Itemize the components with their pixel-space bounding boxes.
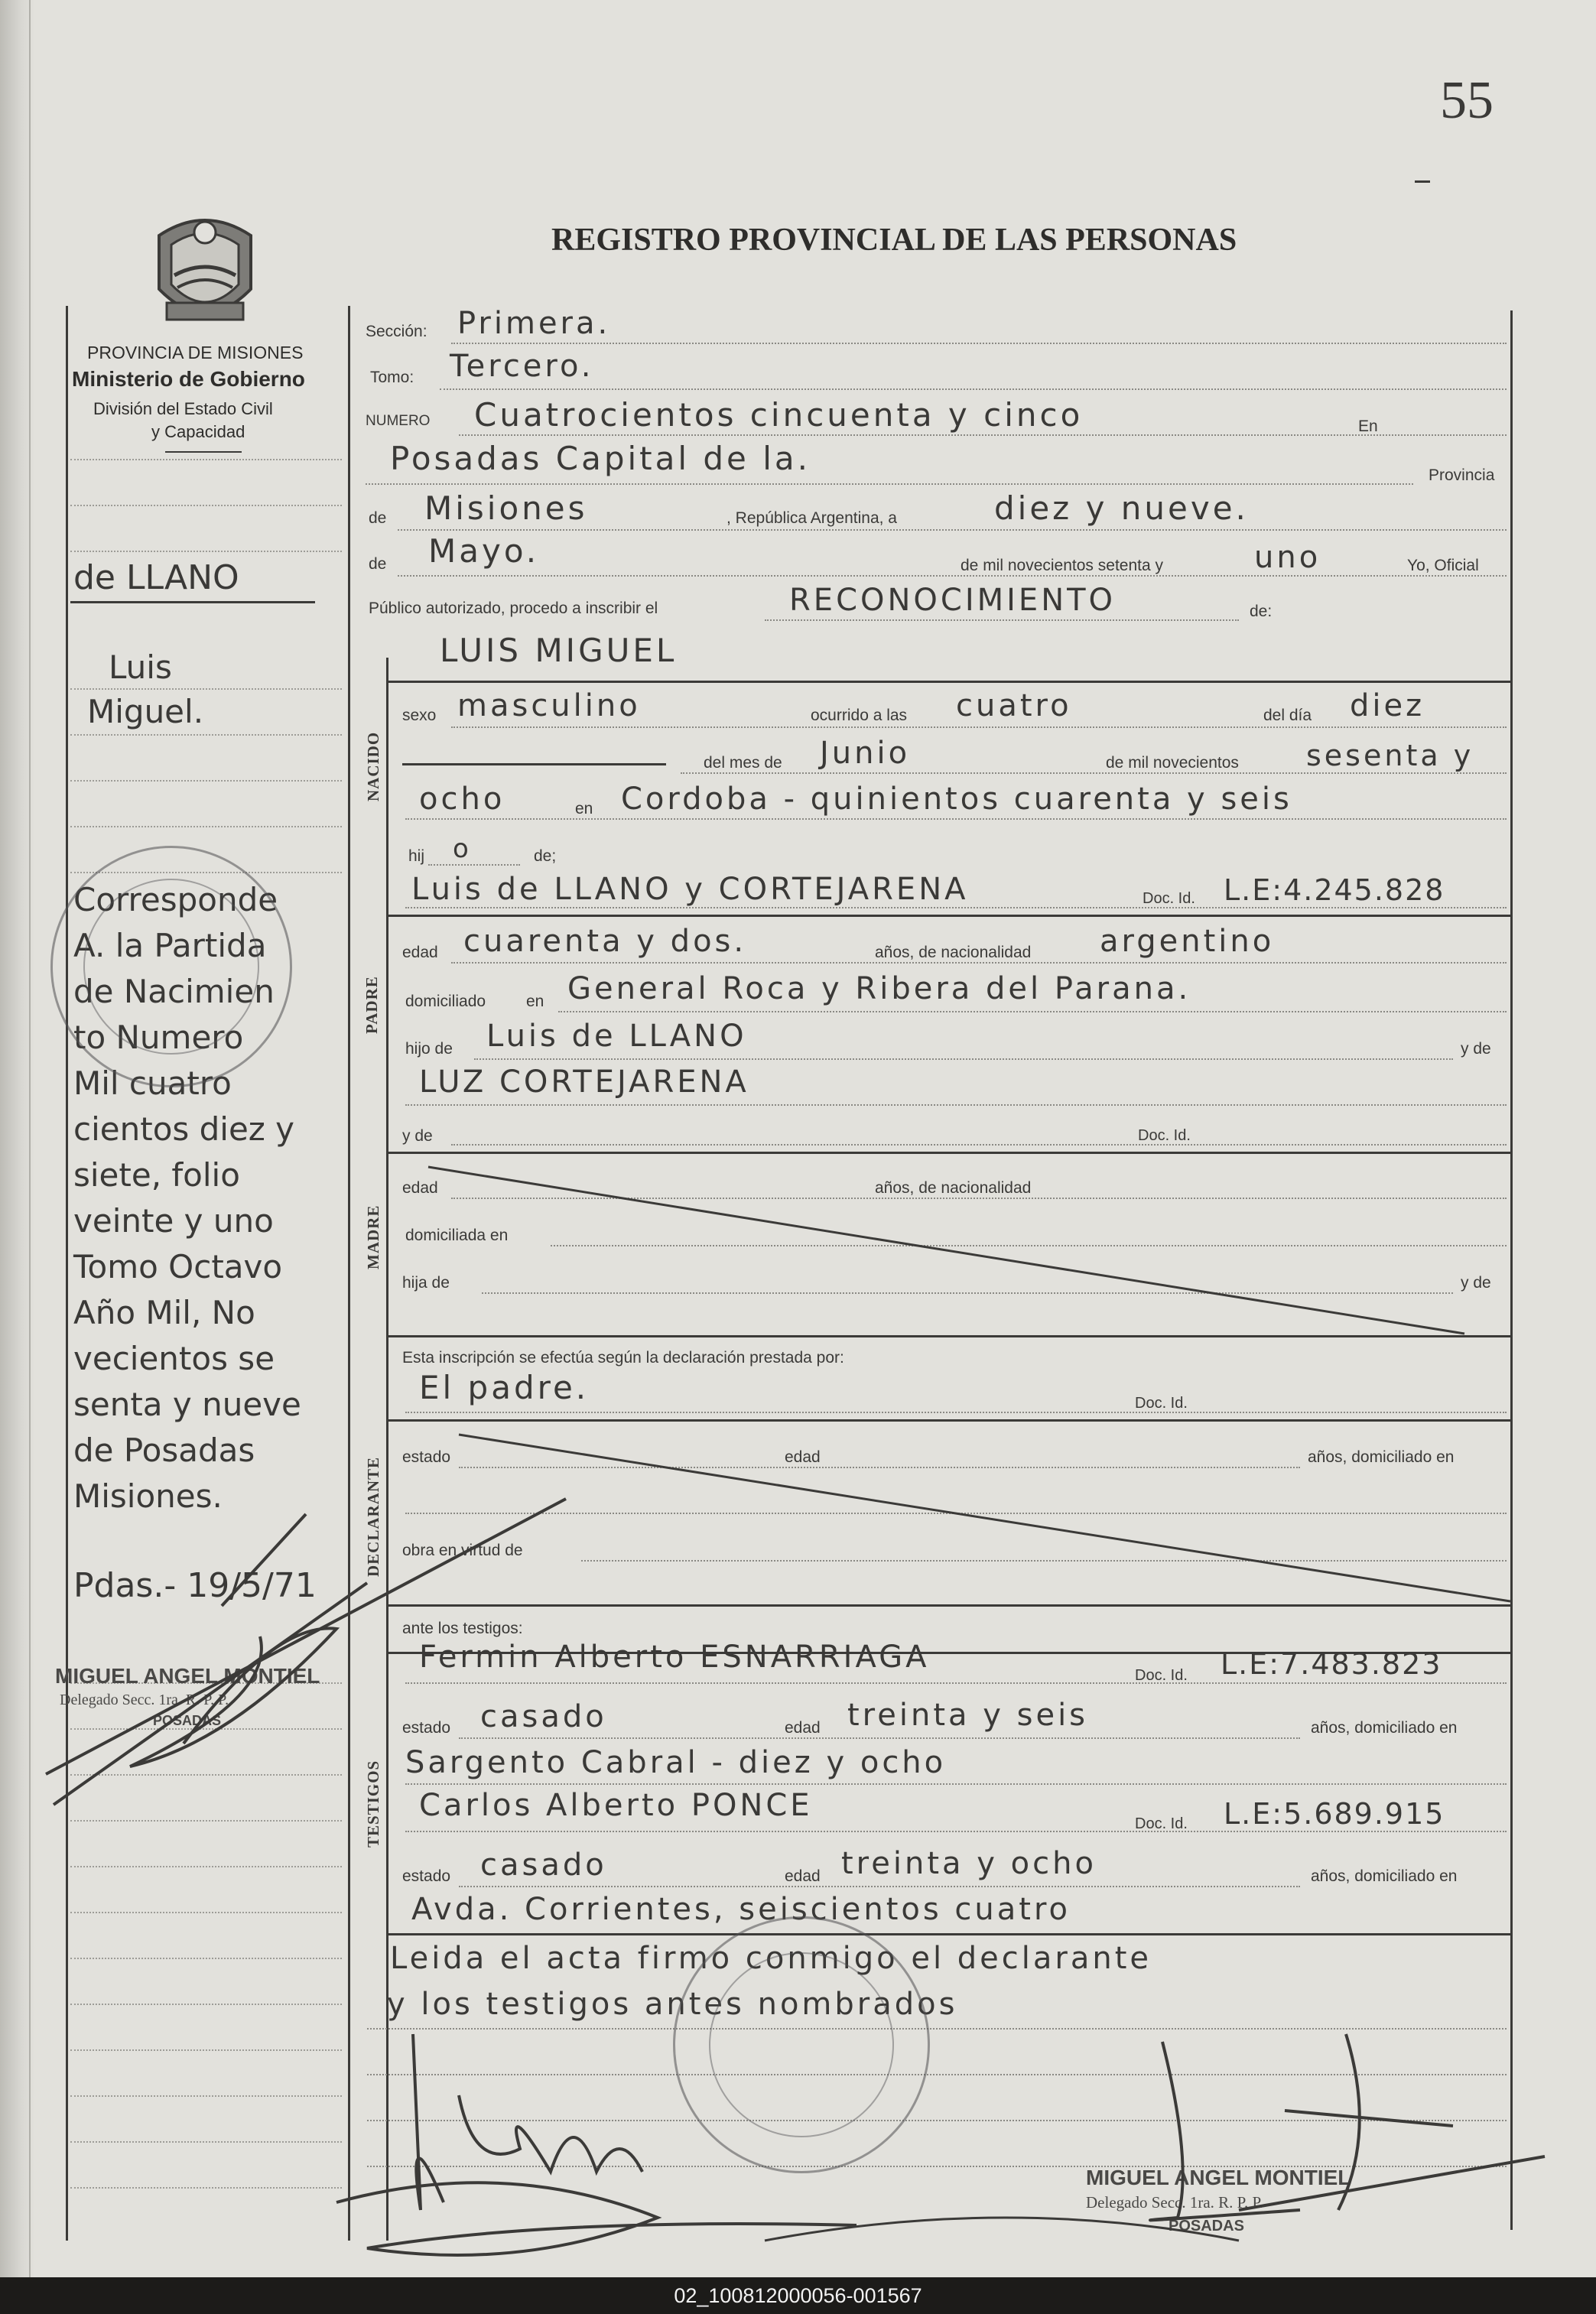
field-hij-suffix: o xyxy=(453,834,472,864)
label-domiciliada: domiciliada en xyxy=(405,1227,509,1244)
official-stamp-title-2: Delegado Secc. 1ra. R. P. P. xyxy=(1086,2193,1264,2212)
line-seccion xyxy=(451,343,1507,344)
margin-nota-line: senta y nueve xyxy=(73,1386,301,1423)
line-testigo2 xyxy=(405,1831,1507,1832)
margin-left-rule xyxy=(66,306,68,2241)
field-tomo: Tercero. xyxy=(450,349,594,384)
field-lugar-nac: Cordoba - quinientos cuarenta y seis xyxy=(621,782,1292,817)
field-padre-doc: L.E:4.245.828 xyxy=(1224,873,1445,907)
header-divider xyxy=(165,451,242,453)
margin-nombre-1: Luis xyxy=(109,648,172,686)
page-mark xyxy=(1415,180,1430,183)
label-y-de-2: y de xyxy=(402,1127,433,1145)
label-y-de-padre: y de xyxy=(1461,1040,1491,1058)
line-sexo xyxy=(451,726,1507,728)
label-domiciliado-padre: domiciliado xyxy=(405,993,486,1010)
margin-column-rule xyxy=(348,306,350,2241)
line-lugar-nac xyxy=(405,818,1507,820)
line-provincia xyxy=(398,529,1507,531)
field-testigo1-edad: treinta y seis xyxy=(847,1698,1089,1733)
margin-nota-line: siete, folio xyxy=(73,1156,240,1194)
label-de-mil: de mil novecientos setenta y xyxy=(961,557,1163,574)
field-acto: RECONOCIMIENTO xyxy=(789,583,1117,618)
field-anio-nac-1: sesenta y xyxy=(1306,739,1474,772)
field-dia-nac: diez xyxy=(1350,688,1425,723)
header-ministry: Ministerio de Gobierno xyxy=(72,367,305,391)
label-hijo-de: hijo de xyxy=(405,1040,453,1058)
field-mes-nac: Junio xyxy=(820,736,911,771)
line-numero xyxy=(459,434,1507,436)
label-anos-nac-madre: años, de nacionalidad xyxy=(875,1179,1032,1197)
label-tomo: Tomo: xyxy=(370,369,414,386)
field-cierre-1: Leida el acta firmo conmigo el declarante xyxy=(390,1941,1152,1976)
label-edad-padre: edad xyxy=(402,944,438,961)
field-testigo1-domicilio: Sargento Cabral - diez y ocho xyxy=(405,1745,947,1780)
label-inscripcion: Esta inscripción se efectúa según la declaración prestada por: xyxy=(402,1349,844,1367)
label-republica: , República Argentina, a xyxy=(726,509,897,527)
line-estado-t1 xyxy=(459,1737,1300,1739)
label-doc-id-2: Doc. Id. xyxy=(1138,1127,1191,1144)
official-stamp-city-2: POSADAS xyxy=(1169,2218,1244,2234)
header-division: División del Estado Civil xyxy=(93,399,273,418)
label-ante: ante los testigos: xyxy=(402,1620,523,1637)
field-testigo1-estado: casado xyxy=(480,1699,607,1734)
field-padre-domicilio: General Roca y Ribera del Parana. xyxy=(567,971,1191,1006)
label-anos-nac-padre: años, de nacionalidad xyxy=(875,944,1032,961)
field-testigo2-nombre: Carlos Alberto PONCE xyxy=(419,1788,813,1823)
label-en-lugar: en xyxy=(575,800,593,817)
margin-nota-line: vecientos se xyxy=(73,1340,275,1377)
label-anos-dom-t2: años, domiciliado en xyxy=(1311,1867,1458,1885)
label-y-de-madre: y de xyxy=(1461,1274,1491,1292)
margin-nota-line: de Nacimien xyxy=(73,973,275,1010)
label-de-2: de xyxy=(369,555,387,573)
label-estado-t1: estado xyxy=(402,1719,451,1737)
label-edad-t1: edad xyxy=(785,1719,821,1737)
bottom-signatures xyxy=(321,2019,1560,2277)
line-edad-padre xyxy=(451,962,1507,964)
line-hij xyxy=(428,864,520,866)
section-madre: MADRE xyxy=(364,1204,382,1269)
label-de-semicolon: de; xyxy=(534,847,557,865)
field-testigo2-doc: L.E:5.689.915 xyxy=(1224,1797,1445,1831)
label-publico: Público autorizado, procedo a inscribir el xyxy=(369,600,658,617)
field-padre-nombre: Luis de LLANO y CORTEJARENA xyxy=(411,872,969,907)
line-tomo xyxy=(440,388,1507,390)
document-title: REGISTRO PROVINCIAL DE LAS PERSONAS xyxy=(551,223,1237,258)
field-testigo2-edad: treinta y ocho xyxy=(841,1846,1097,1881)
margin-fecha: Pdas.- 19/5/71 xyxy=(73,1566,317,1605)
field-padre-nacionalidad: argentino xyxy=(1100,924,1275,959)
section-nacido: NACIDO xyxy=(364,731,382,801)
official-seal-stamp xyxy=(50,846,292,1087)
margin-nombre-2: Miguel. xyxy=(87,693,204,730)
label-hij: hij xyxy=(408,847,425,865)
field-nombre: LUIS MIGUEL xyxy=(440,632,678,669)
margin-nota-line: Corresponde xyxy=(73,881,278,918)
header-province: PROVINCIA DE MISIONES xyxy=(87,343,304,362)
label-doc-id-t1: Doc. Id. xyxy=(1135,1667,1188,1684)
field-sexo: masculino xyxy=(457,688,641,723)
label-de-1: de xyxy=(369,509,387,527)
margin-nota-line: to Numero xyxy=(73,1019,244,1056)
header-division-2: y Capacidad xyxy=(151,422,245,441)
line-acto xyxy=(765,619,1239,621)
margin-apellido-underline xyxy=(70,601,315,603)
line-mes xyxy=(398,575,1507,577)
line-padre-nombre xyxy=(405,907,1507,908)
margin-nota-line: cientos diez y xyxy=(73,1110,295,1148)
form-right-rule xyxy=(1510,310,1513,2230)
line-lugar xyxy=(366,483,1413,485)
line-domicilio-padre xyxy=(558,1011,1507,1012)
archive-footer-id: 02_100812000056-001567 xyxy=(0,2277,1596,2314)
label-ocurrido: ocurrido a las xyxy=(811,707,908,724)
field-testigo2-domicilio: Avda. Corrientes, seiscientos cuatro xyxy=(411,1892,1071,1927)
label-de-colon: de: xyxy=(1250,603,1273,620)
line-hijo-de xyxy=(474,1058,1453,1060)
field-declarante: El padre. xyxy=(419,1369,590,1406)
label-numero: NUMERO xyxy=(366,413,431,429)
line-padre-madre xyxy=(405,1104,1507,1106)
rule-nacido-top xyxy=(386,681,1510,683)
label-edad-decl: edad xyxy=(785,1448,821,1466)
field-padre-madre: LUZ CORTEJARENA xyxy=(419,1064,749,1100)
rule-padre-top xyxy=(386,915,1510,917)
margin-nota-line: Año Mil, No xyxy=(73,1294,255,1331)
field-padre-edad: cuarenta y dos. xyxy=(463,924,747,959)
binding-fold-line xyxy=(29,0,31,2277)
label-en-domicilio: en xyxy=(526,993,544,1010)
label-del-dia: del día xyxy=(1263,707,1312,724)
official-stamp-city: POSADAS xyxy=(153,1713,222,1728)
rule-cierre-top xyxy=(386,1933,1510,1935)
provincial-coat-of-arms-icon xyxy=(144,205,266,340)
label-doc-id-decl: Doc. Id. xyxy=(1135,1395,1188,1412)
field-anio-nac-2: ocho xyxy=(419,782,505,817)
label-doc-id-t2: Doc. Id. xyxy=(1135,1815,1188,1832)
field-testigo1-doc: L.E:7.483.823 xyxy=(1221,1647,1442,1681)
field-testigo2-estado: casado xyxy=(480,1848,607,1883)
field-provincia: Misiones xyxy=(424,489,588,527)
field-padre-hijo-de: Luis de LLANO xyxy=(486,1019,747,1054)
margin-nota-line: veinte y uno xyxy=(73,1202,274,1240)
line-y-de xyxy=(451,1144,1507,1146)
margin-nota-line: A. la Partida xyxy=(73,927,267,964)
margin-nota-line: Mil cuatro xyxy=(73,1064,232,1102)
field-numero: Cuatrocientos cincuenta y cinco xyxy=(474,396,1084,434)
margin-signature xyxy=(31,1468,581,1820)
section-testigos: TESTIGOS xyxy=(364,1760,382,1848)
margin-apellido: de LLANO xyxy=(73,558,239,597)
label-obra: obra en virtud de xyxy=(402,1542,523,1559)
page-number: 55 xyxy=(1440,71,1494,130)
label-de-mil-nov: de mil novecientos xyxy=(1106,754,1239,772)
field-hora: cuatro xyxy=(956,688,1072,723)
label-hija-de: hija de xyxy=(402,1274,450,1292)
field-mes-acta: Mayo. xyxy=(428,532,540,570)
label-en: En xyxy=(1358,418,1378,435)
line-mes-nac xyxy=(681,772,1507,774)
official-stamp-title: Delegado Secc. 1ra. R. P. P. xyxy=(60,1692,229,1708)
label-del-mes: del mes de xyxy=(704,754,782,772)
label-estado-decl: estado xyxy=(402,1448,451,1466)
label-estado-t2: estado xyxy=(402,1867,451,1885)
field-dia-acta: diez y nueve. xyxy=(994,489,1249,527)
label-edad-t2: edad xyxy=(785,1867,821,1885)
field-testigo1-nombre: Fermin Alberto ESNARRIAGA xyxy=(419,1640,930,1675)
label-provincia: Provincia xyxy=(1429,466,1495,484)
strike-blank xyxy=(402,763,666,765)
section-declarante: DECLARANTE xyxy=(364,1456,382,1577)
label-edad-madre: edad xyxy=(402,1179,438,1197)
label-doc-id-padre: Doc. Id. xyxy=(1143,890,1195,907)
field-lugar: Posadas Capital de la. xyxy=(390,440,811,477)
label-seccion: Sección: xyxy=(366,323,427,340)
label-anos-dom-decl: años, domiciliado en xyxy=(1308,1448,1455,1466)
margin-nota-line: de Posadas xyxy=(73,1432,255,1469)
label-sexo: sexo xyxy=(402,707,437,724)
field-cierre-2: y los testigos antes nombrados xyxy=(387,1987,958,2022)
label-anos-dom-t1: años, domiciliado en xyxy=(1311,1719,1458,1737)
line-estado-t2 xyxy=(459,1886,1300,1887)
label-yo-oficial: Yo, Oficial xyxy=(1407,557,1479,574)
field-anio-acta: uno xyxy=(1254,540,1321,575)
field-seccion: Primera. xyxy=(457,306,611,341)
official-stamp-name: MIGUEL ANGEL MONTIEL xyxy=(55,1664,320,1688)
section-padre: PADRE xyxy=(362,976,381,1034)
margin-nota-line: Misiones. xyxy=(73,1477,223,1515)
official-stamp-name-2: MIGUEL ANGEL MONTIEL xyxy=(1086,2166,1351,2189)
margin-nota-line: Tomo Octavo xyxy=(73,1248,283,1285)
